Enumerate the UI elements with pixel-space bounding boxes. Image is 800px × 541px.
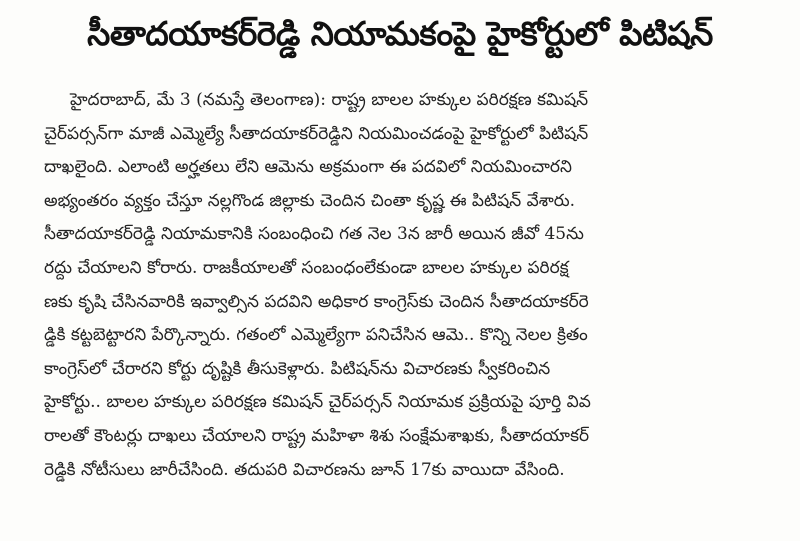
article-headline: సీతాదయాకర్‌రెడ్డి నియామకంపై హైకోర్టులో పిటిషన్	[87, 14, 713, 53]
article-line-8: డ్డికి కట్టబెట్టారని పేర్కొన్నారు. గతంలో ఎమ్మెల్యేగా పనిచేసిన ఆమె.. కొన్ని నెలల క్రితం	[44, 325, 588, 346]
article-line-10: హైకోర్టు.. బాలల హక్కుల పరిరక్షణ కమిషన్ చైర్‌పర్సన్ నియామక ప్రక్రియపై పూర్తి వివ	[44, 392, 591, 413]
article-line-5: సీతాదయాకర్‌రెడ్డి నియామకానికి సంబంధించి గత నెల 3న జారీ అయిన జీవో 45ను	[44, 224, 584, 245]
article-line-9: కాంగ్రెస్‌లో చేరారని కోర్టు దృష్టికి తీసుకెళ్లారు. పిటిషన్‌ను విచారణకు స్వీకరించిన	[44, 358, 551, 379]
article-line-4: అభ్యంతరం వ్యక్తం చేస్తూ నల్లగొండ జిల్లాకు చెందిన చింతా కృష్ణ ఈ పిటిషన్ వేశారు.	[44, 190, 576, 211]
article-body	[44, 84, 756, 487]
article-line-6: రద్దు చేయాలని కోరారు. రాజకీయాలతో సంబంధంలేకుండా బాలల హక్కుల పరిరక్ష	[44, 257, 569, 278]
article-line-1: హైదరాబాద్, మే 3 (నమస్తే తెలంగాణ): రాష్ట్ర బాలల హక్కుల పరిరక్షణ కమిషన్	[70, 90, 589, 110]
article-line-11: రాలతో కౌంటర్లు దాఖలు చేయాలని రాష్ట్ర మహిళా శిశు సంక్షేమశాఖకు, సీతాదయాకర్	[44, 425, 590, 446]
article-line-7: ణకు కృషి చేసినవారికి ఇవ్వాల్సిన పదవిని అధికార కాంగ్రెస్‌కు చెందిన సీతాదయాకర్‌రె	[44, 291, 589, 312]
article-line-3: దాఖలైంది. ఎలాంటి అర్హతలు లేని ఆమెను అక్రమంగా ఈ పదవిలో నియమించారని	[44, 157, 572, 178]
article-line-2: చైర్‌పర్సన్‌గా మాజీ ఎమ్మెల్యే సీతాదయాకర్‌రెడ్డిని నియమించడంపై హైకోర్టులో పిటిషన్	[44, 123, 589, 144]
article-line-12: రెడ్డికి నోటీసులు జారీచేసింది. తదుపరి విచారణను జూన్ 17కు వాయిదా వేసింది.	[44, 459, 565, 480]
